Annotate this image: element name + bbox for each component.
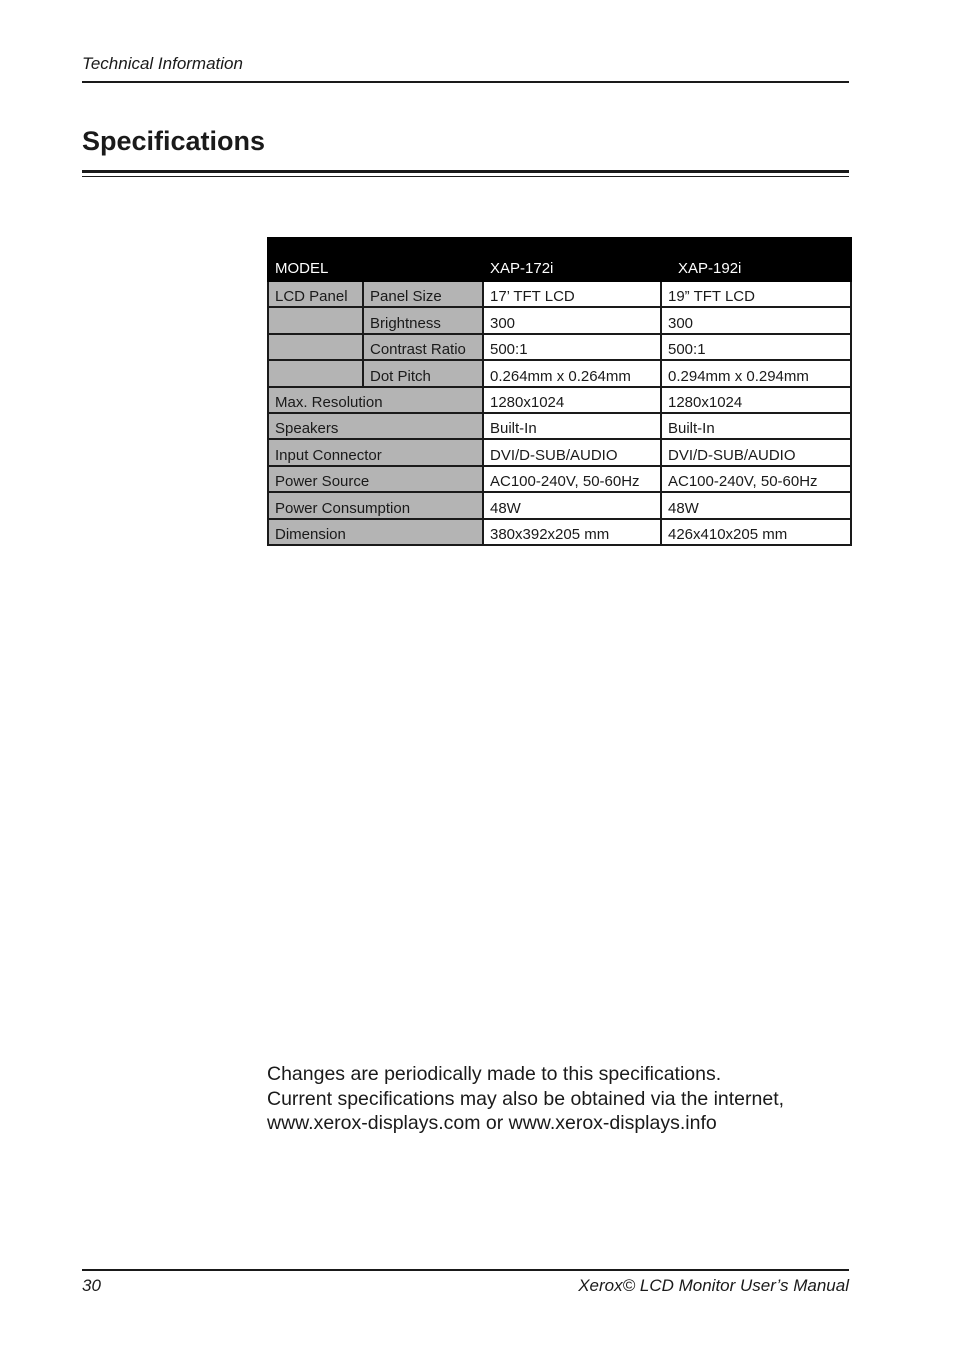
table-row (268, 281, 851, 307)
row-label: Brightness (363, 307, 483, 333)
row-label: Power Source (268, 466, 483, 492)
table-row (268, 360, 851, 386)
row-group-label: LCD Panel (268, 281, 363, 307)
note-line: www.xerox-displays.com or www.xerox-displays.info (267, 1112, 717, 1134)
row-group-empty (268, 307, 363, 333)
table-row (268, 492, 851, 518)
row-group-empty (268, 334, 363, 360)
row-label: Panel Size (363, 281, 483, 307)
cell-xap-192i: 426x410x205 mm (661, 519, 851, 545)
cell-xap-172i: 500:1 (483, 334, 661, 360)
cell-xap-192i: Built-In (661, 413, 851, 439)
cell-xap-192i: 48W (661, 492, 851, 518)
specifications-table (267, 237, 852, 546)
cell-xap-172i: Built-In (483, 413, 661, 439)
manual-title: Xerox© LCD Monitor User’s Manual (578, 1276, 849, 1295)
table-row (268, 387, 851, 413)
note-line: Current specifications may also be obtained via the internet, (267, 1087, 785, 1110)
row-group-empty (268, 360, 363, 386)
cell-xap-192i: 1280x1024 (661, 387, 851, 413)
row-label: Dot Pitch (363, 360, 483, 386)
header-cell-xap-172i: XAP-172i (483, 238, 661, 281)
cell-xap-192i: DVI/D-SUB/AUDIO (661, 439, 851, 465)
header-cell-model: MODEL (268, 238, 483, 281)
table-row (268, 307, 851, 333)
cell-xap-172i: 300 (483, 307, 661, 333)
cell-xap-172i: DVI/D-SUB/AUDIO (483, 439, 661, 465)
page-number: 30 (82, 1276, 101, 1295)
cell-xap-172i: 380x392x205 mm (483, 519, 661, 545)
cell-xap-172i: 17’ TFT LCD (483, 281, 661, 307)
row-label: Dimension (268, 519, 483, 545)
cell-xap-172i: 1280x1024 (483, 387, 661, 413)
cell-xap-172i: AC100-240V, 50-60Hz (483, 466, 661, 492)
table-row (268, 413, 851, 439)
cell-xap-192i: 19” TFT LCD (661, 281, 851, 307)
table-header-row (268, 238, 851, 281)
title-divider-thin (82, 176, 849, 177)
row-label: Speakers (268, 413, 483, 439)
table-row (268, 466, 851, 492)
cell-xap-192i: 300 (661, 307, 851, 333)
footer-divider (82, 1269, 849, 1271)
cell-xap-192i: 0.294mm x 0.294mm (661, 360, 851, 386)
cell-xap-172i: 48W (483, 492, 661, 518)
header-cell-xap-192i: XAP-192i (661, 238, 851, 281)
title-divider-thick (82, 170, 849, 173)
specification-change-note (267, 1062, 867, 1136)
table-row (268, 519, 851, 545)
row-label: Max. Resolution (268, 387, 483, 413)
cell-xap-192i: AC100-240V, 50-60Hz (661, 466, 851, 492)
row-label: Input Connector (268, 439, 483, 465)
cell-xap-192i: 500:1 (661, 334, 851, 360)
page-title: Specifications (82, 126, 266, 156)
table-row (268, 439, 851, 465)
row-label: Power Consumption (268, 492, 483, 518)
table-row (268, 334, 851, 360)
cell-xap-172i: 0.264mm x 0.264mm (483, 360, 661, 386)
header-divider (82, 81, 849, 83)
row-label: Contrast Ratio (363, 334, 483, 360)
note-line: Changes are periodically made to this specifications. (267, 1063, 722, 1085)
running-header: Technical Information (82, 54, 243, 73)
